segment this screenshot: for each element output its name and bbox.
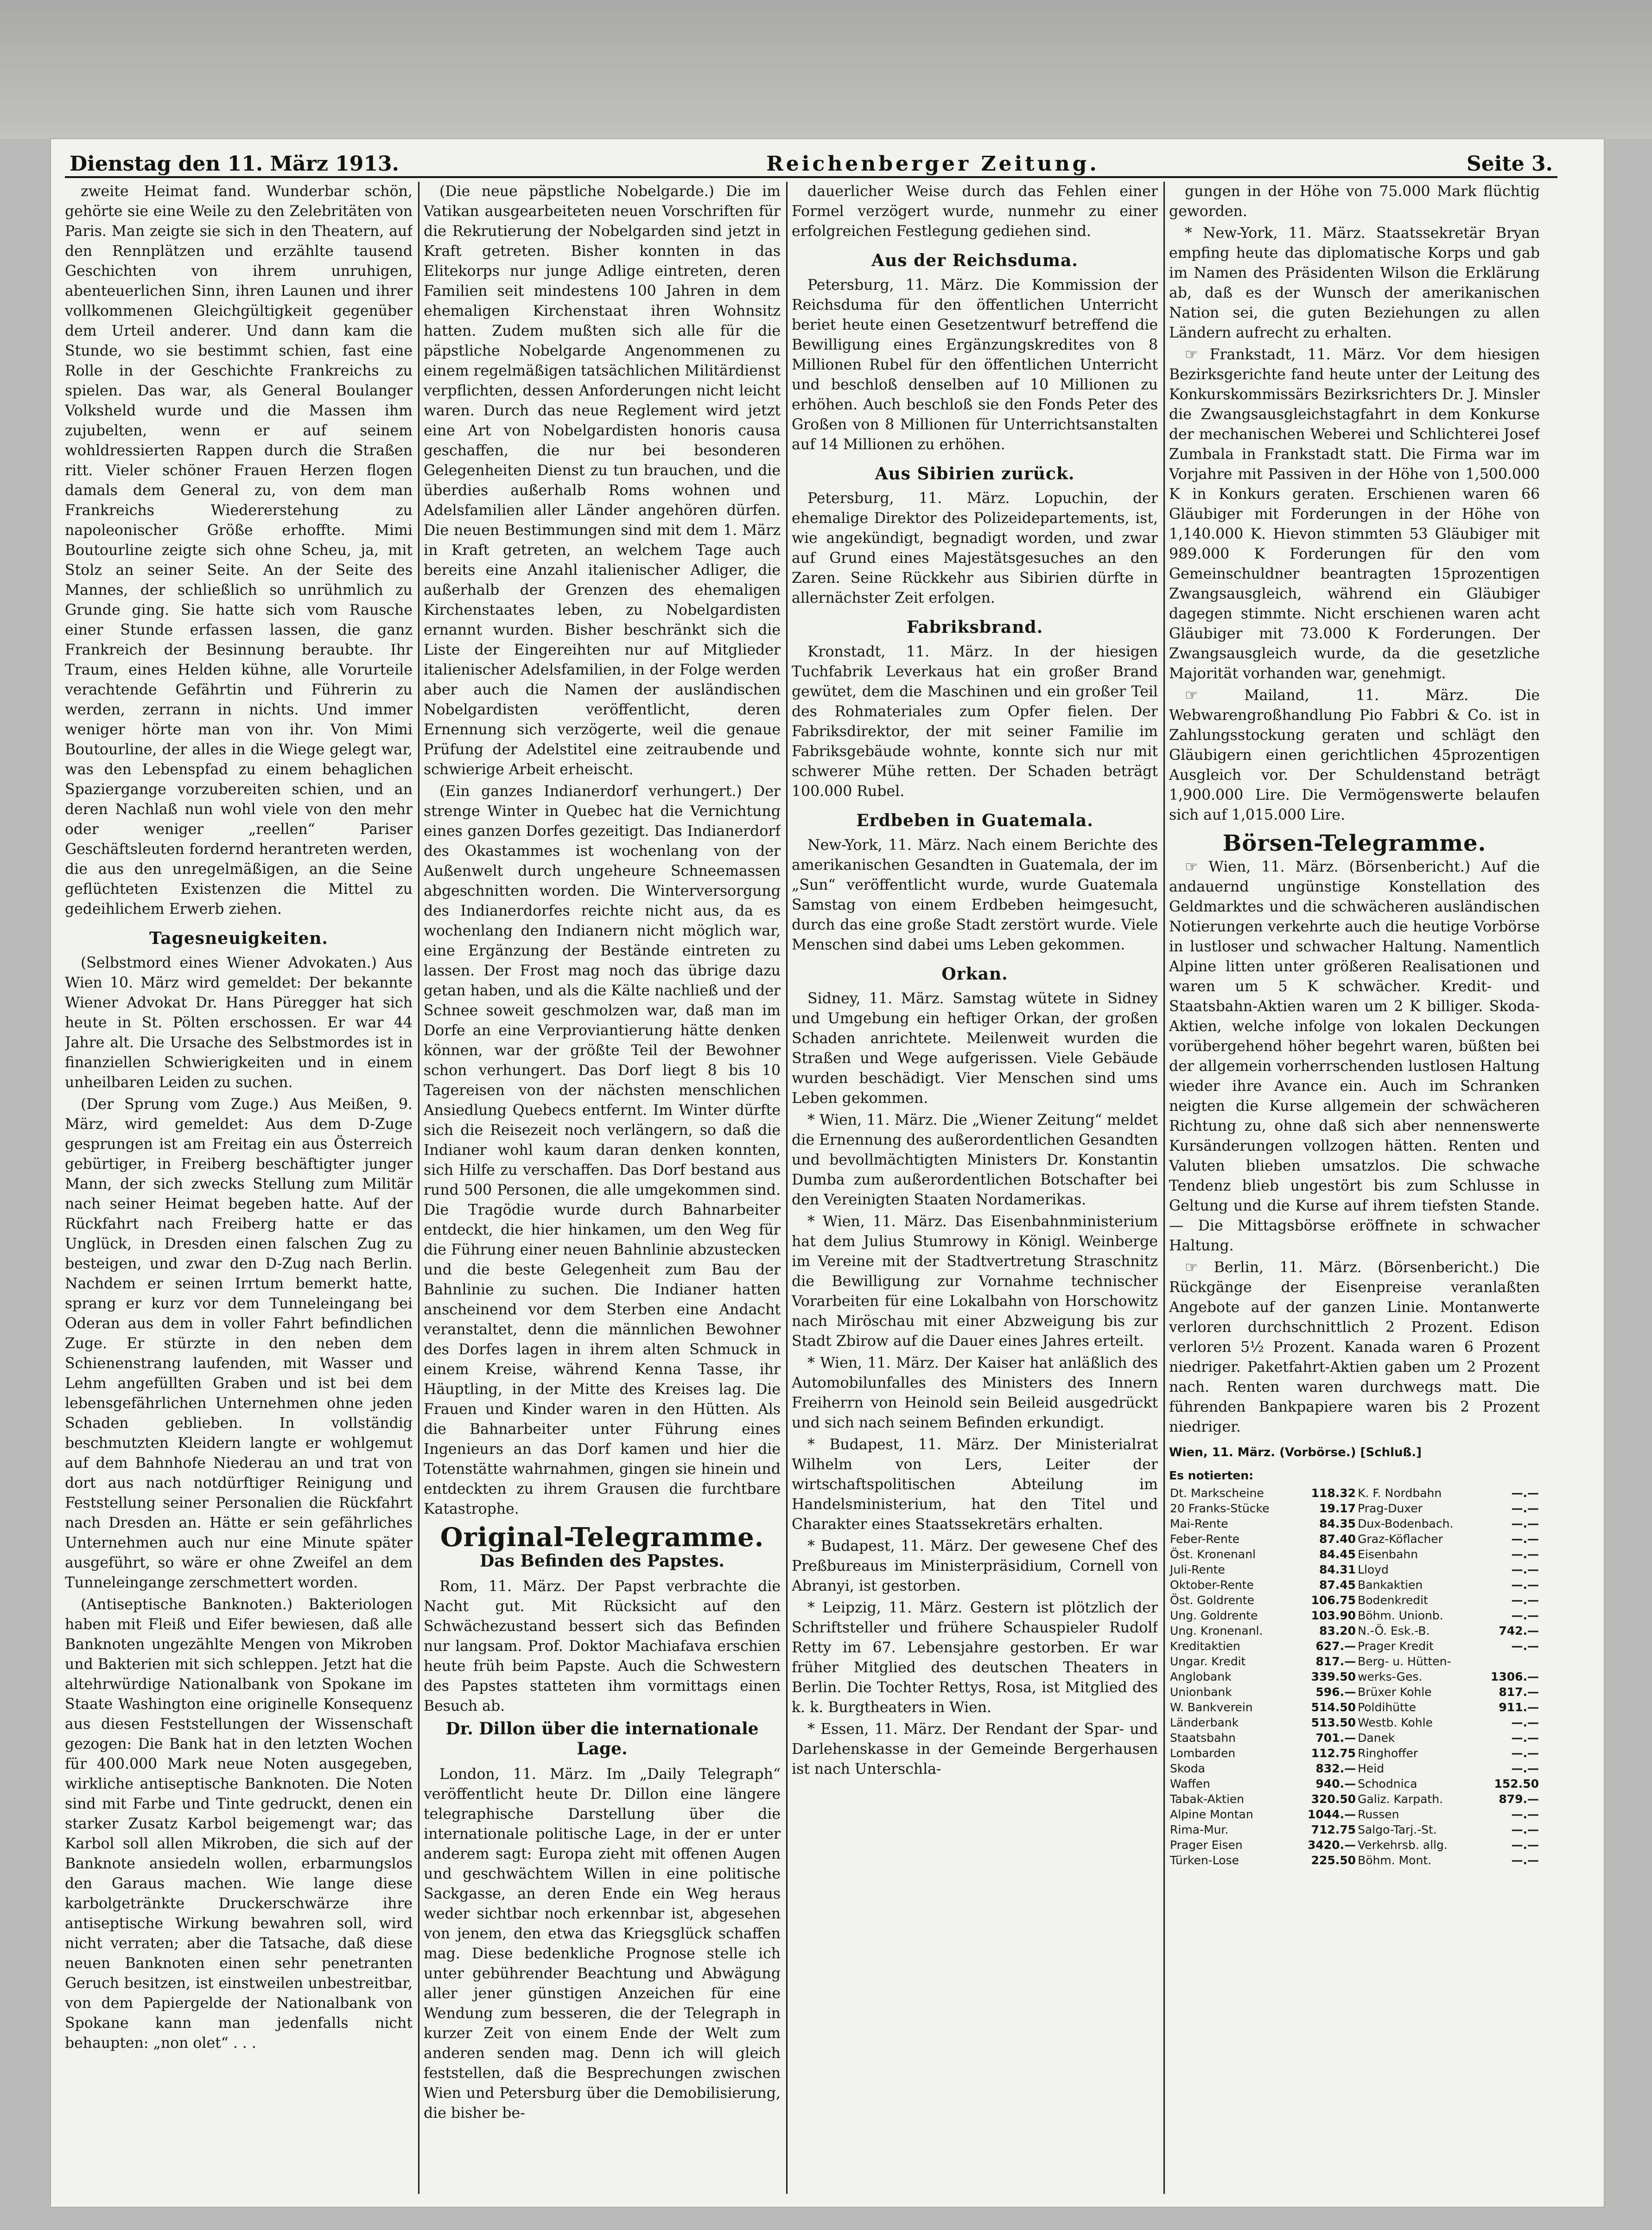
stock-name: N.-Ö. Esk.-B.: [1358, 1624, 1430, 1637]
stock-value: 84.45: [1319, 1548, 1356, 1561]
stock-row: [1169, 1547, 1540, 1562]
stock-row: [1169, 1562, 1540, 1577]
stock-row: [1169, 1593, 1540, 1608]
stock-name: K. F. Nordbahn: [1358, 1486, 1442, 1500]
stock-value: 87.45: [1319, 1578, 1356, 1592]
stock-value: [1478, 1654, 1540, 1669]
stock-row: [1169, 1684, 1540, 1700]
column-divider: [418, 182, 419, 2194]
stock-name: Brüxer Kohle: [1358, 1685, 1432, 1699]
header-rule: [65, 176, 1557, 178]
column-4: [1169, 182, 1540, 2198]
stock-name: Skoda: [1170, 1762, 1205, 1775]
stock-value: 118.32: [1311, 1486, 1356, 1500]
stock-value: 940.—: [1315, 1777, 1356, 1790]
article-text: * Wien, 11. März. Die „Wiener Zeitung“ meldet die Ernennung des außerordentlichen Gesandten und bevollmächtigten Ministers Dr. Konstantin Dumba zum außerordentlichen Botschafter bei den Vereinigten Staaten Nordamerikas.: [792, 1112, 1158, 1208]
stock-value: —.—: [1511, 1762, 1539, 1775]
stock-value: 832.—: [1315, 1762, 1356, 1775]
stock-value: —.—: [1511, 1517, 1539, 1530]
stock-name: 20 Franks-Stücke: [1170, 1502, 1270, 1515]
stock-name: Böhm. Unionb.: [1358, 1609, 1443, 1622]
stock-name: Danek: [1358, 1731, 1395, 1745]
stock-value: 87.40: [1319, 1532, 1356, 1546]
article-text: Petersburg, 11. März. Lopuchin, der ehemalige Direktor des Polizeidepartements, ist, wie angekündigt, begnadigt worden, und zwar auf Grund eines Majestätsgesuches an den Zaren. Seine Rückkehr aus Sibirien dürfte in allernächster Zeit erfolgen.: [792, 490, 1158, 606]
stock-name: Tabak-Aktien: [1170, 1792, 1245, 1806]
stock-row: [1169, 1715, 1540, 1730]
section-heading: Original-Telegramme.: [440, 1522, 764, 1553]
stock-row: [1169, 1776, 1540, 1791]
stock-value: 911.—: [1499, 1701, 1539, 1714]
section-heading: Tagesneuigkeiten.: [149, 929, 328, 948]
stock-name: Öst. Goldrente: [1170, 1593, 1255, 1607]
stock-value: 627.—: [1315, 1639, 1356, 1653]
stock-value: —.—: [1511, 1808, 1539, 1821]
stock-value: 514.50: [1311, 1701, 1356, 1714]
stock-value: 103.90: [1311, 1609, 1356, 1622]
stock-row: [1169, 1853, 1540, 1868]
article-text: ☞ Wien, 11. März. (Börsenbericht.) Auf die andauernd ungünstige Konstellation des Geldmarktes und die schwächeren ausländischen Notierungen verkehrte auch die heutige Vorbörse in lustloser und schwacher Haltung. Namentlich Alpine litten unter größeren Realisationen und waren um 5 K schwächer. Kredit- und Staatsbahn-Aktien waren um 2 K billiger. Skoda-Aktien, welche infolge von lokalen Deckungen vorübergehend höher begehrt waren, büßten bei der allgemein vorherrschenden lustlosen Haltung wieder ihre Avance ein. Auch im Schranken neigten die Kurse allgemein der schwächeren Richtung zu, ohne daß sich aber nennenswerte Kursänderungen vollzogen hätten. Renten und Valuten blieben umsatzlos. Die schwache Tendenz blieb ungestört bis zum Schlusse in Geltung und die Kurse auf ihrem tiefsten Stande. — Die Mittagsbörse eröffnete in schwacher Haltung.: [1169, 859, 1540, 1254]
stock-row: [1169, 1700, 1540, 1715]
article-text: * Budapest, 11. März. Der gewesene Chef des Preßbureaus im Ministerpräsidium, Cornell von Abranyi, ist gestorben.: [792, 1538, 1158, 1594]
stock-name: Öst. Kronenanl: [1170, 1548, 1256, 1561]
stock-name: Bodenkredit: [1358, 1593, 1428, 1607]
stock-name: Salgo-Tarj.-St.: [1358, 1823, 1437, 1836]
stock-value: 106.75: [1311, 1593, 1356, 1607]
stock-name: Kreditaktien: [1170, 1639, 1240, 1653]
article-text: Sidney, 11. März. Samstag wütete in Sidney und Umgebung ein heftiger Orkan, der großen Schaden anrichtete. Meilenweit wurden die Straßen und Wege aufgerissen. Viele Gebäude wurden beschädigt. Vier Menschen sind ums Leben gekommen.: [792, 990, 1158, 1107]
stock-name: Juli-Rente: [1170, 1563, 1225, 1576]
stock-value: 112.75: [1311, 1746, 1356, 1760]
stock-name: Ung. Goldrente: [1170, 1609, 1258, 1622]
stock-value: 84.35: [1319, 1517, 1356, 1530]
stock-name: werks-Ges.: [1358, 1670, 1423, 1683]
stock-row: [1169, 1746, 1540, 1761]
article-text: Rom, 11. März. Der Papst verbrachte die Nacht gut. Mit Rücksicht auf den Schwächezustand bessert sich das Befinden nur langsam. Prof. Doktor Machiafava erschien heute früh beim Papste. Auch die Schwestern des Papstes statteten ihm vormittags einen Besuch ab.: [424, 1578, 781, 1714]
article-text: ☞ Mailand, 11. März. Die Webwarengroßhandlung Pio Fabbri & Co. ist in Zahlungsstockung geraten und schlägt den Gläubigern einen gerichtlichen 45prozentigen Ausgleich vor. Der Schuldenstand beträgt 1,900.000 Lire. Die Vermögenswerte belaufen sich auf 1,015.000 Lire.: [1169, 687, 1540, 823]
stock-value: —.—: [1511, 1731, 1539, 1745]
stock-value: 701.—: [1315, 1731, 1356, 1745]
stock-row: [1169, 1623, 1540, 1638]
stock-name: Schodnica: [1358, 1777, 1417, 1790]
article-heading: Orkan.: [941, 964, 1008, 984]
stock-name: Verkehrsb. allg.: [1358, 1838, 1448, 1852]
stock-value: —.—: [1511, 1716, 1539, 1729]
stock-value: 1306.—: [1490, 1670, 1539, 1683]
stock-name: Dux-Bodenbach.: [1358, 1517, 1454, 1530]
stock-name: Alpine Montan: [1170, 1808, 1253, 1821]
stock-value: 320.50: [1311, 1792, 1356, 1806]
column-1: [65, 182, 413, 2198]
article-heading: Erdbeben in Guatemala.: [856, 811, 1093, 830]
exchange-heading: [1169, 1443, 1540, 1463]
stock-name: Prager Kredit: [1358, 1639, 1434, 1653]
stock-value: 3420.—: [1308, 1838, 1356, 1852]
stock-row: [1169, 1485, 1540, 1501]
article-text: Kronstadt, 11. März. In der hiesigen Tuchfabrik Leverkaus hat ein großer Brand gewütet, dem die Maschinen und ein großer Teil des Rohmateriales zum Opfer fielen. Der Fabriksdirektor, der mit seiner Familie im Fabriksgebäude wohnte, konnte sich nur mit schwerer Mühe retten. Der Schaden beträgt 100.000 Rubel.: [792, 644, 1158, 800]
article-text: ☞ Berlin, 11. März. (Börsenbericht.) Die Rückgänge der Eisenpreise veranlaßten Angebote auf der ganzen Linie. Montanwerte verloren durchschnittlich 2 Prozent. Edison verloren 5½ Prozent. Kanada waren 6 Prozent niedriger. Paketfahrt-Aktien gaben um 2 Prozent nach. Renten waren durchwegs matt. Die führenden Bankpapiere waren bis 2 Prozent niedriger.: [1169, 1259, 1540, 1435]
article-heading: Fabriksbrand.: [906, 618, 1043, 637]
stock-value: —.—: [1511, 1486, 1539, 1500]
stock-value: —.—: [1511, 1502, 1539, 1515]
stock-value: 152.50: [1494, 1777, 1539, 1790]
section-heading: Börsen-Telegramme.: [1222, 830, 1487, 856]
stock-value: 83.20: [1319, 1624, 1356, 1637]
stock-row: [1169, 1531, 1540, 1547]
stock-value: 339.50: [1311, 1670, 1356, 1683]
stock-value: —.—: [1511, 1578, 1539, 1592]
stock-name: Poldihütte: [1358, 1701, 1416, 1714]
stock-row: [1169, 1516, 1540, 1531]
article-text: * Leipzig, 11. März. Gestern ist plötzlich der Schriftsteller und frühere Schauspieler Rudolf Retty im 67. Lebensjahre gestorben. Er war früher Mitglied des deutschen Theaters in Berlin. Die Tochter Rettys, Rosa, ist Mitglied des k. k. Burgtheaters in Wien.: [792, 1599, 1158, 1716]
stock-name: Staatsbahn: [1170, 1731, 1236, 1745]
header-date: Dienstag den 11. März 1913.: [70, 152, 399, 176]
stock-name: Rima-Mur.: [1170, 1823, 1229, 1836]
article-text: * Wien, 11. März. Das Eisenbahnministerium hat dem Julius Stumrowy in Königl. Weinberge im Vereine mit der Stadtvertretung Straschnitz die Bewilligung zur Vornahme technischer Vorarbeiten für eine Lokalbahn von Horschowitz nach Miröschau mit einer Abzweigung bis zur Stadt Zbirow auf die Dauer eines Jahres erteilt.: [792, 1213, 1158, 1350]
stock-name: Eisenbahn: [1358, 1548, 1418, 1561]
stock-value: 596.—: [1315, 1685, 1356, 1699]
scan-background: [0, 0, 1652, 139]
stock-value: —.—: [1511, 1746, 1539, 1760]
stock-name: Berg- u. Hütten-: [1358, 1655, 1451, 1668]
stock-name: Russen: [1358, 1808, 1399, 1821]
stock-value: 225.50: [1311, 1854, 1356, 1867]
column-2: [424, 182, 781, 2198]
page-number: Seite 3.: [1466, 152, 1553, 176]
stock-row: [1169, 1822, 1540, 1837]
stock-value: —.—: [1511, 1838, 1539, 1852]
stock-value: —.—: [1511, 1548, 1539, 1561]
article-heading: Aus der Reichsduma.: [871, 251, 1078, 270]
stock-name: W. Bankverein: [1170, 1701, 1253, 1714]
stock-name: Heid: [1358, 1762, 1385, 1775]
stock-name: Länderbank: [1170, 1716, 1239, 1729]
stock-name: Oktober-Rente: [1170, 1578, 1254, 1592]
column-3: [792, 182, 1158, 2198]
stock-value: —.—: [1511, 1563, 1539, 1576]
article-heading: Dr. Dillon über die internationale Lage.: [445, 1719, 759, 1759]
stock-name: Prager Eisen: [1170, 1838, 1243, 1852]
stock-row: [1169, 1608, 1540, 1623]
article-text: ☞ Frankstadt, 11. März. Vor dem hiesigen Bezirksgerichte fand heute unter der Leitung des Konkurskommissärs Bezirksrichters Dr. J. Minsler die Zwangsausgleichstagfahrt in dem Konkurse der mechanischen Weberei und Schlichterei Josef Zumbala in Frankstadt statt. Die Firma war im Vorjahre mit Passiven in der Höhe von 1,500.000 K in Konkurs geraten. Erschienen waren 66 Gläubiger mit Forderungen in der Höhe von 1,140.000 K. Hievon stimmten 53 Gläubiger mit 989.000 K Forderungen für den vom Gemeinschuldner beantragten 15prozentigen Zwangsausgleich, während ein Gläubiger dagegen stimmte. Nicht erschienen waren acht Gläubiger mit 73.000 K Forderungen. Der Zwangsausgleich wurde, da die gesetzliche Majorität vorhanden war, genehmigt.: [1169, 346, 1540, 682]
article-text: dauerlicher Weise durch das Fehlen einer Formel verzögert wurde, nunmehr zu einer erfolgreichen Festlegung gediehen sind.: [792, 183, 1158, 240]
article-text: (Selbstmord eines Wiener Advokaten.) Aus Wien 10. März wird gemeldet: Der bekannte Wiener Advokat Dr. Hans Püregger hat sich heute in St. Pölten erschossen. Er war 44 Jahre alt. Die Ursache des Selbstmordes ist in finanziellen Schwierigkeiten und in einem unheilbaren Leiden zu suchen.: [65, 955, 413, 1091]
article-text: London, 11. März. Im „Daily Telegraph“ veröffentlicht heute Dr. Dillon eine längere telegraphische Darstellung über die internationale politische Lage, in der er unter anderem sagt: Europa zieht mit offenen Augen und geschwächtem Willen in eine politische Sackgasse, an deren Ende ein Weg heraus weder sichtbar noch erkennbar ist, abgesehen von jenem, den etwa das Kriegsglück schaffen mag. Diese bedenkliche Prognose stelle ich unter gebührender Beachtung und Abwägung aller jener günstigen Anzeichen für eine Wendung zum besseren, die der Telegraph in kurzer Zeit von einem Ende der Welt zum anderen senden mag. Denn ich will gleich feststellen, daß die Besprechungen zwischen Wien und Petersburg über die Demobilisierung, die bisher be-: [424, 1766, 781, 2122]
article-text: (Antiseptische Banknoten.) Bakteriologen haben mit Fleiß und Eifer bewiesen, daß alle Banknoten ungezählte Mengen von Mikroben und Bakterien mit sich schleppen. Jetzt hat die altehrwürdige Nationalbank von Spokane im Staate Washington eine originelle Konsequenz aus diesen Feststellungen der Wissenschaft gezogen: Die Bank hat in den letzten Wochen für 400.000 Mark neue Noten ausgegeben, wirkliche antiseptische Banknoten. Die Noten sind mit Farbe und Tinte gedruckt, denen ein starker Zusatz Karbol beigemengt war; das Karbol soll allen Mikroben, die sich auf der Banknote ansiedeln wollen, erbarmungslos den Garaus machen. Wie lange diese karbolgetränkte Druckerschwärze ihre antiseptische Wirkung bewahren soll, wird nicht verraten; aber die Tatsache, daß diese neuen Banknoten einen sehr penetranten Geruch besitzen, ist einstweilen unbestreitbar, von dem Papiergelde der Nationalbank von Spokane kann man jedenfalls nicht behaupten: „non olet“ . . .: [65, 1596, 413, 2052]
stock-name: Westb. Kohle: [1358, 1716, 1433, 1729]
stock-name: Ung. Kronenanl.: [1170, 1624, 1263, 1637]
article-text: (Der Sprung vom Zuge.) Aus Meißen, 9. März, wird gemeldet: Aus dem D-Zuge gesprungen ist am Freitag ein aus Österreich gebürtiger, in Freiberg beschäftigter junger Mann, der sich zwecks Stellung zum Militär nach seiner Heimat begeben hatte. Auf der Rückfahrt nach Freiberg hatte er das Unglück, in Dresden einen falschen Zug zu besteigen, und zwar den D-Zug nach Berlin. Nachdem er seinen Irrtum bemerkt hatte, sprang er kurz vor dem Tunneleingang bei Oderan aus dem in voller Fahrt befindlichen Zuge. Er stürzte in den neben dem Schienenstrang laufenden, mit Wasser und Lehm angefüllten Graben und ist bei dem lebensgefährlichen Unternehmen ohne jeden Schaden geblieben. In vollständig beschmutzten Kleidern langte er wohlgemut auf dem Bahnhofe Niederau an und trat von dort aus nach notdürftiger Reinigung und Feststellung seiner Personalien die Rückfahrt nach Dresden an. Hätte er sein gefährliches Unternehmen auch nur eine Minute später ausgeführt, so wäre er ohne Zweifel an dem Tunneleingange zerschmettert worden.: [65, 1096, 413, 1591]
article-text: * New-York, 11. März. Staatssekretär Bryan empfing heute das diplomatische Korps und gab im Namen des Präsidenten Wilson die Erklärung ab, daß es der Wunsch der amerikanischen Nation sei, die guten Beziehungen zu allen Ländern aufrecht zu erhalten.: [1169, 225, 1540, 341]
stock-value: 817.—: [1499, 1685, 1539, 1699]
stock-name: Waffen: [1170, 1777, 1210, 1790]
article-heading: Aus Sibirien zurück.: [875, 464, 1075, 484]
stock-name: Türken-Lose: [1170, 1854, 1239, 1867]
stock-name: Ungar. Kredit: [1170, 1655, 1246, 1668]
article-text: (Ein ganzes Indianerdorf verhungert.) Der strenge Winter in Quebec hat die Vernichtung eines ganzen Dorfes gezeitigt. Das Indianerdorf des Okastammes ist wochenlang von der Außenwelt durch ungeheure Schneemassen abgeschnitten worden. Die Winterversorgung des Indianerdorfes reichte nicht aus, da es wochenlang den Indianern nicht möglich war, eine Ergänzung der Bestände eintreten zu lassen. Der Frost mag noch das übrige dazu getan haben, und als die Kälte nachließ und der Schnee soweit geschmolzen war, daß man im Dorfe an eine Verproviantierung hätte denken können, war der größte Teil der Bewohner schon verhungert. Das Dorf liegt 8 bis 10 Tagereisen von der nächsten menschlichen Ansiedlung Quebecs entfernt. Im Winter dürfte sich die Reisezeit noch verlängern, so daß die Indianer wohl kaum daran denken konnten, sich Hilfe zu verschaffen. Das Dorf bestand aus rund 500 Personen, die alle umgekommen sind. Die Tragödie wurde durch Bahnarbeiter entdeckt, die hier hinkamen, um den Weg für die Führung einer neuen Bahnlinie abzustecken und die beste Gelegenheit zum Bau der Bahnlinie zu suchen. Die Indianer hatten anscheinend vor dem Sterben eine Andacht veranstaltet, denn die männlichen Bewohner des Dorfes lagen in ihrem alten Schmuck in einem Kreise, während Kenna Tasse, ihr Häuptling, in der Mitte des Kreises lag. Die Frauen und Kinder waren in den Hütten. Als die Bahnarbeiter unter Führung eines Ingenieurs an das Dorf kamen und hier die Totenstätte wahrnahmen, gingen sie hinein und entdeckten zu ihrem Grausen die furchtbare Katastrophe.: [424, 783, 781, 1517]
column-divider: [786, 182, 788, 2194]
column-divider: [1163, 182, 1165, 2194]
stock-row: [1169, 1501, 1540, 1516]
stock-value: 84.31: [1319, 1563, 1356, 1576]
stock-value: 513.50: [1311, 1716, 1356, 1729]
stock-row: [1169, 1638, 1540, 1654]
stock-value: —.—: [1511, 1639, 1539, 1653]
article-text: zweite Heimat fand. Wunderbar schön, gehörte sie eine Weile zu den Zelebritäten von Paris. Man zeigte sie sich in den Theatern, auf den Rennplätzen und erzählte tausend Geschichten von ihrem unruhigen, abenteuerlichen Sinn, ihren Launen und ihrer vollkommenen Gleichgültigkeit gegenüber dem Urteil anderer. Und dann kam die Stunde, wo sie bestimmt schien, fast eine Rolle in der Geschichte Frankreichs zu spielen. Das war, als General Boulanger Volksheld wurde und die Massen ihm zujubelten, wenn er auf seinem wohldressierten Rappen durch die Straßen ritt. Vieler schöner Frauen Herzen flogen damals dem General zu, von dem man Frankreichs Wiedererstehung zu napoleonischer Größe erhoffte. Mimi Boutourline zeigte sich ohne Scheu, ja, mit Stolz an seiner Seite. An der Seite des Mannes, der schließlich so unrühmlich zu Grunde ging. Sie hatte sich vom Rausche einer Stunde erfassen lassen, die ganz Frankreich der Besinnung beraubte. Ihr Traum, eines Helden kühne, alle Vorurteile verachtende Gefährtin und Führerin zu werden, zerrann in nichts. Und immer weniger hörte man von ihr. Von Mimi Boutourline, der alles in die Wiege gelegt war, was den Lebenspfad zu einem behaglichen Spaziergange vorzubereiten schien, und an deren Nachlaß nun wohl viele von den mehr oder weniger „reellen“ Pariser Geschäftsleuten fordernd herantreten werden, die aus den unregelmäßigen, an die Seine geflüchteten Existenzen die Mittel zu gedeihlichem Erwerb ziehen.: [65, 183, 413, 917]
stock-name: Galiz. Karpath.: [1358, 1792, 1443, 1806]
stock-name: Lloyd: [1358, 1563, 1389, 1576]
article-text: gungen in der Höhe von 75.000 Mark flüchtig geworden.: [1169, 183, 1540, 220]
stock-name: Ringhoffer: [1358, 1746, 1418, 1760]
page-header: [70, 147, 1553, 180]
stock-row: [1169, 1577, 1540, 1593]
stock-name: Graz-Köflacher: [1358, 1532, 1443, 1546]
stock-name: Anglobank: [1170, 1670, 1232, 1683]
article-text: * Essen, 11. März. Der Rendant der Spar- und Darlehenskasse in der Gemeinde Bergerhausen ist nach Unterschla-: [792, 1721, 1158, 1778]
newspaper-title: Reichenberger Zeitung.: [766, 152, 1099, 176]
stock-row: [1169, 1837, 1540, 1853]
stock-name: Lombarden: [1170, 1746, 1236, 1760]
stock-row: [1169, 1730, 1540, 1746]
stock-value: 712.75: [1311, 1823, 1356, 1836]
article-text: New-York, 11. März. Nach einem Berichte des amerikanischen Gesandten in Guatemala, der im „Sun“ veröffentlicht wurde, wurde Guatemala Samstag von einem Erdbeben heimgesucht, durch das eine große Stadt zerstört wurde. Viele Menschen sind dabei ums Leben gekommen.: [792, 837, 1158, 953]
stock-name: Prag-Duxer: [1358, 1502, 1423, 1515]
stock-value: —.—: [1511, 1609, 1539, 1622]
stock-table: [1169, 1485, 1540, 1868]
article-heading: Das Befinden des Papstes.: [480, 1551, 724, 1571]
article-text: * Wien, 11. März. Der Kaiser hat anläßlich des Automobilunfalles des Ministers des Innern Freiherrn von Heinold sein Beileid ausgedrückt und sich nach seinem Befinden erkundigt.: [792, 1355, 1158, 1431]
stock-value: —.—: [1511, 1854, 1539, 1867]
stock-value: —.—: [1511, 1593, 1539, 1607]
stock-value: 742.—: [1499, 1624, 1539, 1637]
exchange-note: Es notierten:: [1169, 1469, 1254, 1482]
article-text: Petersburg, 11. März. Die Kommission der Reichsduma für den öffentlichen Unterricht beriet heute einen Gesetzentwurf betreffend die Bewilligung eines Ergänzungskredites von 8 Millionen Rubel für den öffentlichen Unterricht und beschloß denselben auf 10 Millionen zu erhöhen. Auch beschloß sie den Fonds Peter des Großen von 8 Millionen für Unterrichtsanstalten auf 14 Millionen zu erhöhen.: [792, 277, 1158, 453]
stock-value: 1044.—: [1308, 1808, 1356, 1821]
stock-value: 19.17: [1319, 1502, 1356, 1515]
stock-value: 817.—: [1315, 1655, 1356, 1668]
stock-name: Unionbank: [1170, 1685, 1232, 1699]
article-text: * Budapest, 11. März. Der Ministerialrat Wilhelm von Lers, Leiter der wirtschaftspolitischen Abteilung im Handelsministerium, hat den Titel und Charakter eines Staatssekretärs erhalten.: [792, 1436, 1158, 1533]
stock-row: [1169, 1654, 1540, 1669]
stock-row: [1169, 1669, 1540, 1684]
stock-value: 879.—: [1499, 1792, 1539, 1806]
stock-row: [1169, 1761, 1540, 1776]
stock-value: —.—: [1511, 1532, 1539, 1546]
stock-name: Dt. Markscheine: [1170, 1486, 1264, 1500]
exchange-title: Wien, 11. März. (Vorbörse.) [Schluß.]: [1169, 1446, 1422, 1459]
stock-name: Bankaktien: [1358, 1578, 1423, 1592]
stock-row: [1169, 1791, 1540, 1807]
stock-name: Feber-Rente: [1170, 1532, 1239, 1546]
article-text: (Die neue päpstliche Nobelgarde.) Die im Vatikan ausgearbeiteten neuen Vorschriften für die Rekrutierung der Nobelgarden sind jetzt in Kraft getreten. Bisher konnten in das Elitekorps nur junge Adlige eintreten, deren Familien seit mindestens 100 Jahren in dem ehemaligen Kirchenstaat ihren Wohnsitz hatten. Zudem mußten sich alle für die päpstliche Nobelgarde Angenommenen zu einem regelmäßigen tatsächlichen Militärdienst verpflichten, dessen Anforderungen nicht leicht waren. Durch das neue Reglement wird jetzt eine Art von Nobelgardisten honoris causa geschaffen, die nur bei besonderen Gelegenheiten Dienst zu tun brauchen, und die überdies außerhalb Roms wohnen und Adelsfamilien aller Länder angehören dürfen. Die neuen Bestimmungen sind mit dem 1. März in Kraft getreten, an welchem Tage auch bereits eine Anzahl italienischer Adliger, die außerhalb der Grenzen des ehemaligen Kirchenstaates leben, zu Nobelgardisten ernannt wurden. Bisher beschränkt sich die Liste der Eingereihten nur auf Mitglieder italienischer Adelsfamilien, in der Folge werden aber auch die Namen der ausländischen Nobelgardisten veröffentlicht, deren Ernennung sich verzögerte, weil die genaue Prüfung der Adelstitel eine zeitraubende und schwierige Arbeit erheischt.: [424, 183, 781, 778]
stock-name: Mai-Rente: [1170, 1517, 1228, 1530]
stock-name: Böhm. Mont.: [1358, 1854, 1432, 1867]
stock-row: [1169, 1807, 1540, 1822]
stock-value: —.—: [1511, 1823, 1539, 1836]
